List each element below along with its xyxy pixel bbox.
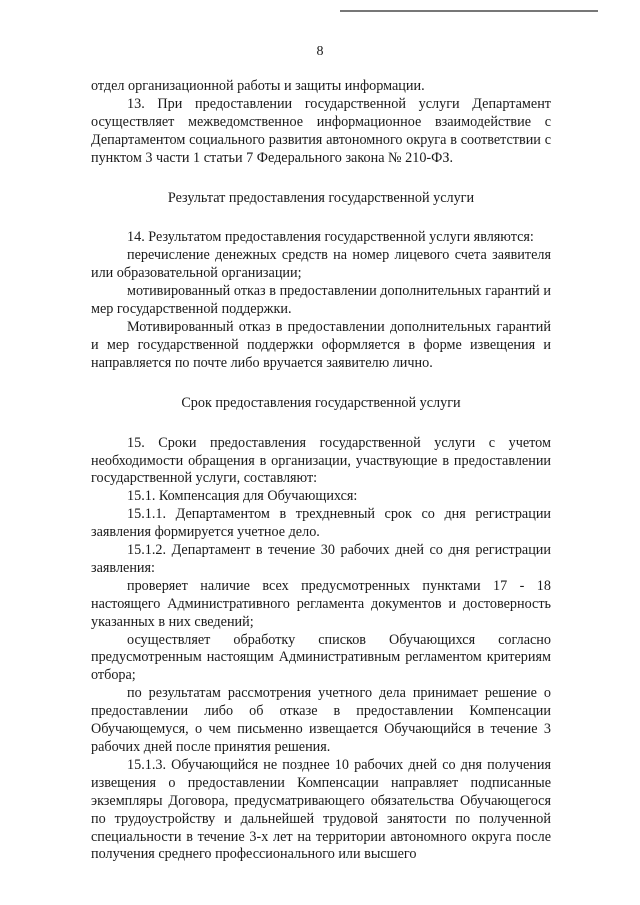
section-heading-result: Результат предоставления государственной услуги: [167, 189, 475, 206]
paragraph-item-15-1-2: 15.1.2. Департамент в течение 30 рабочих дней со дня регистрации заявления:: [91, 542, 551, 576]
paragraph-list-item: проверяет наличие всех предусмотренных пунктами 17 - 18 настоящего Административного регламента документов и достоверность указанных в них сведений;: [91, 577, 551, 630]
paragraph-list-item: осуществляет обработку списков Обучающихся согласно предусмотренным настоящим Административным регламентом критериям отбора;: [91, 631, 551, 684]
section-heading-term: Срок предоставления государственной услуги: [181, 394, 461, 411]
paragraph-item-13: 13. При предоставлении государственной услуги Департамент осуществляет межведомственное информационное взаимодействие с Департаментом социального развития автономного округа в соответствии с пунктом 3 части 1 статьи 7 Федерального закона № 210-ФЗ.: [91, 95, 551, 166]
paragraph-item-15-1: 15.1. Компенсация для Обучающихся:: [127, 488, 358, 505]
paragraph-item-15: 15. Сроки предоставления государственной услуги с учетом необходимости обращения в организации, участвующие в предоставлении государственной услуги, составляют:: [91, 434, 551, 487]
paragraph-list-item: по результатам рассмотрения учетного дела принимает решение о предоставлении либо об отказе в предоставлении Компенсации Обучающемуся, о чем письменно извещается Обучающийся в течение 3 рабочих дней после принятия решения.: [91, 685, 551, 755]
paragraph: Мотивированный отказ в предоставлении дополнительных гарантий и мер государственной поддержки оформляется в форме извещения и направляется по почте либо вручается заявителю лично.: [91, 318, 551, 371]
paragraph-item-15-1-1: 15.1.1. Департаментом в трехдневный срок со дня регистрации заявления формируется учетное дело.: [91, 506, 551, 541]
page-number: 8: [316, 44, 324, 59]
document-body: [91, 78, 551, 864]
paragraph-list-item: мотивированный отказ в предоставлении дополнительных гарантий и мер государственной поддержки.: [91, 283, 551, 318]
top-rule: [340, 10, 598, 12]
paragraph-list-item: перечисление денежных средств на номер лицевого счета заявителя или образовательной организации;: [91, 247, 551, 282]
paragraph-item-14: 14. Результатом предоставления государственной услуги являются:: [127, 229, 534, 246]
paragraph-item-15-1-3: 15.1.3. Обучающийся не позднее 10 рабочих дней со дня получения извещения о предоставлении Компенсации направляет подписанные экземпляры Договора, предусматривающего обязательства Обучающегося по трудоустройству и дальнейшей трудовой занятости по полученной специальности в течение 3-х лет на территории автономного округа после получения среднего профессионального или высшего: [91, 756, 551, 863]
paragraph: отдел организационной работы и защиты информации.: [91, 78, 425, 94]
